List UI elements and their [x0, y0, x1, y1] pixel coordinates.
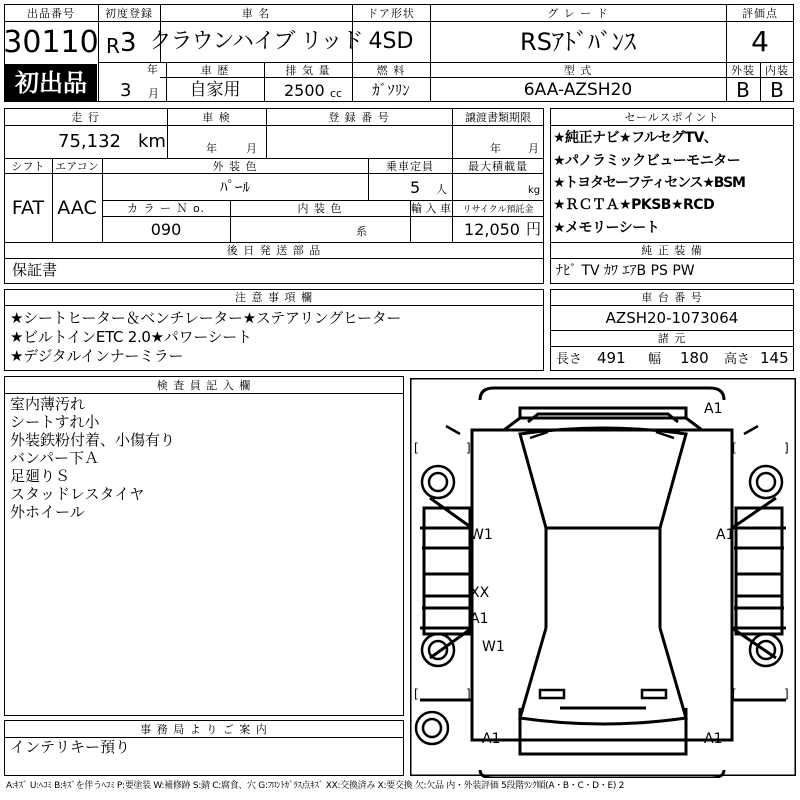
mileage-unit: km: [138, 131, 166, 152]
inspector-line: 外ホイール: [10, 503, 85, 521]
first-reg-month: 3: [120, 80, 132, 101]
interior-color-label: 内 装 色: [297, 202, 343, 215]
shift-label: シフト: [11, 159, 45, 173]
office-label: 事 務 局 よ り ご 案 内: [140, 722, 268, 736]
color-number-label: カ ラ ー Ｎ o.: [126, 202, 206, 215]
exterior-grade: B: [736, 78, 750, 102]
office-note: インテリキー預り: [10, 738, 131, 756]
bracket-mark: [: [732, 441, 737, 455]
note-line: ★ビルトインETC 2.0★パワーシート: [10, 328, 252, 346]
sales-point: ★メモリーシート: [553, 220, 660, 236]
length-label: 長さ: [556, 352, 583, 367]
legend-line: A:ｷｽﾞ U:ﾍｺﾐ B:ｷｽﾞを伴うﾍｺﾐ P:要塗装 W:補修跡 S:錆 C:腐食、穴 G:ﾌﾛﾝﾄｶﾞﾗｽ点ｷｽﾞ XX:交換済み X:要交換 欠:欠品 内・外装評価 5段階ﾗﾝｸ順(A・B・C・D・E) 2: [6, 781, 625, 791]
transfer-month-unit: 月: [528, 142, 539, 155]
height-label: 高さ: [724, 352, 751, 367]
bracket-mark: ]: [784, 441, 789, 455]
interior-label: 内装: [765, 63, 789, 77]
year-unit: 年: [147, 63, 158, 76]
exterior-color-label: 外 装 色: [212, 159, 258, 173]
chassis-number: AZSH20-1073064: [605, 308, 739, 327]
exterior-label: 外装: [731, 63, 755, 77]
sales-point: ★ＲＣＴＡ★PKSB★RCD: [553, 197, 715, 213]
sales-point: ★トヨタセーフティセンス★BSM: [553, 175, 745, 191]
sales-point: ★パノラミックビューモニター: [553, 153, 741, 169]
inspection-year-unit: 年: [206, 142, 217, 155]
sales-points-label: セールスポイント: [624, 110, 720, 124]
note-line: ★シートヒーター＆ベンチレーター★ステアリングヒーター: [10, 309, 402, 327]
damage-mark: W1: [482, 639, 505, 655]
later-parts: 保証書: [12, 261, 58, 279]
inspector-label: 検 査 員 記 入 欄: [156, 378, 252, 392]
shift: FAT: [11, 196, 45, 219]
inspector-line: 足廻りＳ: [10, 467, 71, 485]
inspection-month-unit: 月: [246, 142, 257, 155]
fuel-label: 燃 料: [376, 63, 406, 77]
import-label: 輸 入 車: [411, 202, 451, 215]
grade-label: グ レ ー ド: [547, 6, 609, 20]
recycle-fee-unit: 円: [526, 220, 542, 238]
ac-label: エアコン: [55, 159, 99, 173]
width-label: 幅: [648, 352, 662, 367]
fuel: ｶﾞｿﾘﾝ: [372, 80, 410, 99]
damage-mark: A1: [482, 731, 501, 747]
overall-score: 4: [751, 25, 769, 58]
transfer-year-unit: 年: [490, 142, 501, 155]
max-load-label: 最大積載量: [468, 159, 528, 173]
damage-mark: A1: [716, 527, 735, 543]
inspection-label: 車 検: [202, 110, 231, 124]
mileage: 75,132: [58, 131, 121, 152]
chassis-label: 車 台 番 号: [641, 291, 703, 304]
model-code: 6AA-AZSH20: [523, 79, 633, 100]
displacement-label: 排 気 量: [285, 63, 331, 77]
inspector-line: バンパー下Ａ: [10, 449, 99, 467]
equipment-label: 純 正 装 備: [641, 244, 703, 257]
bracket-mark: [: [732, 687, 737, 701]
inspector-line: 外装鉄粉付着、小傷有り: [10, 431, 176, 449]
mileage-label: 走 行: [71, 110, 100, 124]
later-parts-label: 後 日 発 送 部 品: [226, 244, 322, 257]
height: 145: [760, 349, 789, 367]
transfer-deadline-label: 譲渡書類期限: [465, 110, 531, 124]
door-type: 4SD: [368, 29, 414, 54]
inspector-line: スタッドレスタイヤ: [10, 485, 145, 503]
capacity: 5: [410, 178, 421, 197]
lot-number: 30110: [3, 25, 99, 60]
displacement: 2500: [284, 81, 325, 100]
history: 自家用: [189, 79, 241, 100]
car-name-label: 車 名: [241, 6, 271, 20]
length: 491: [597, 349, 626, 367]
interior-grade: B: [770, 78, 784, 102]
recycle-fee: 12,050: [464, 220, 520, 239]
damage-mark: A1: [470, 611, 489, 627]
model-label: 型 式: [563, 63, 593, 77]
lot-label: 出品番号: [27, 6, 75, 20]
grade: RSｱﾄﾞﾊﾞﾝｽ: [520, 28, 636, 56]
capacity-unit: 人: [436, 183, 447, 196]
inspector-line: 室内薄汚れ: [10, 395, 86, 413]
first-listing-badge: 初出品: [5, 64, 97, 101]
air-conditioning: AAC: [57, 196, 97, 219]
width: 180: [680, 349, 709, 367]
car-name: クラウンハイブ リッド: [149, 29, 363, 54]
damage-mark: W1: [470, 527, 493, 543]
door-type-label: ドア形状: [367, 6, 415, 20]
car-damage-diagram: [410, 378, 796, 782]
inspector-line: シートすれ小: [10, 413, 100, 431]
history-label: 車 歴: [200, 63, 230, 77]
bracket-mark: ]: [466, 441, 471, 455]
bracket-mark: [: [414, 687, 419, 701]
bracket-mark: ]: [784, 687, 789, 701]
sales-point: ★純正ナビ★フルセグTV、: [553, 130, 718, 146]
month-unit: 月: [148, 87, 159, 100]
damage-mark: XX: [470, 585, 490, 601]
first-reg-label: 初度登録: [105, 6, 153, 20]
era-letter: R: [106, 34, 120, 58]
damage-mark: A1: [704, 731, 723, 747]
interior-color-unit: 系: [356, 225, 367, 238]
car-outline: [410, 378, 796, 778]
damage-mark: A1: [704, 401, 723, 417]
dimensions-label: 諸 元: [657, 332, 687, 345]
registration-label: 登 録 番 号: [328, 110, 390, 124]
note-line: ★デジタルインナーミラー: [10, 347, 184, 365]
first-reg-year: 3: [120, 28, 137, 58]
equipment: ﾅﾋﾞ TV ｶﾜ ｴｱB PS PW: [556, 263, 695, 279]
recycle-fee-label: リサイクル預託金: [462, 204, 534, 215]
notes-label: 注 意 事 項 欄: [235, 291, 313, 304]
max-load-unit: kg: [528, 185, 541, 196]
exterior-color: ﾊﾟｰﾙ: [219, 177, 250, 196]
bracket-mark: ]: [466, 687, 471, 701]
score-label: 評価点: [742, 6, 778, 20]
displacement-unit: cc: [330, 87, 343, 100]
color-number: 090: [150, 219, 182, 239]
bracket-mark: [: [414, 441, 419, 455]
capacity-label: 乗車定員: [386, 159, 434, 173]
